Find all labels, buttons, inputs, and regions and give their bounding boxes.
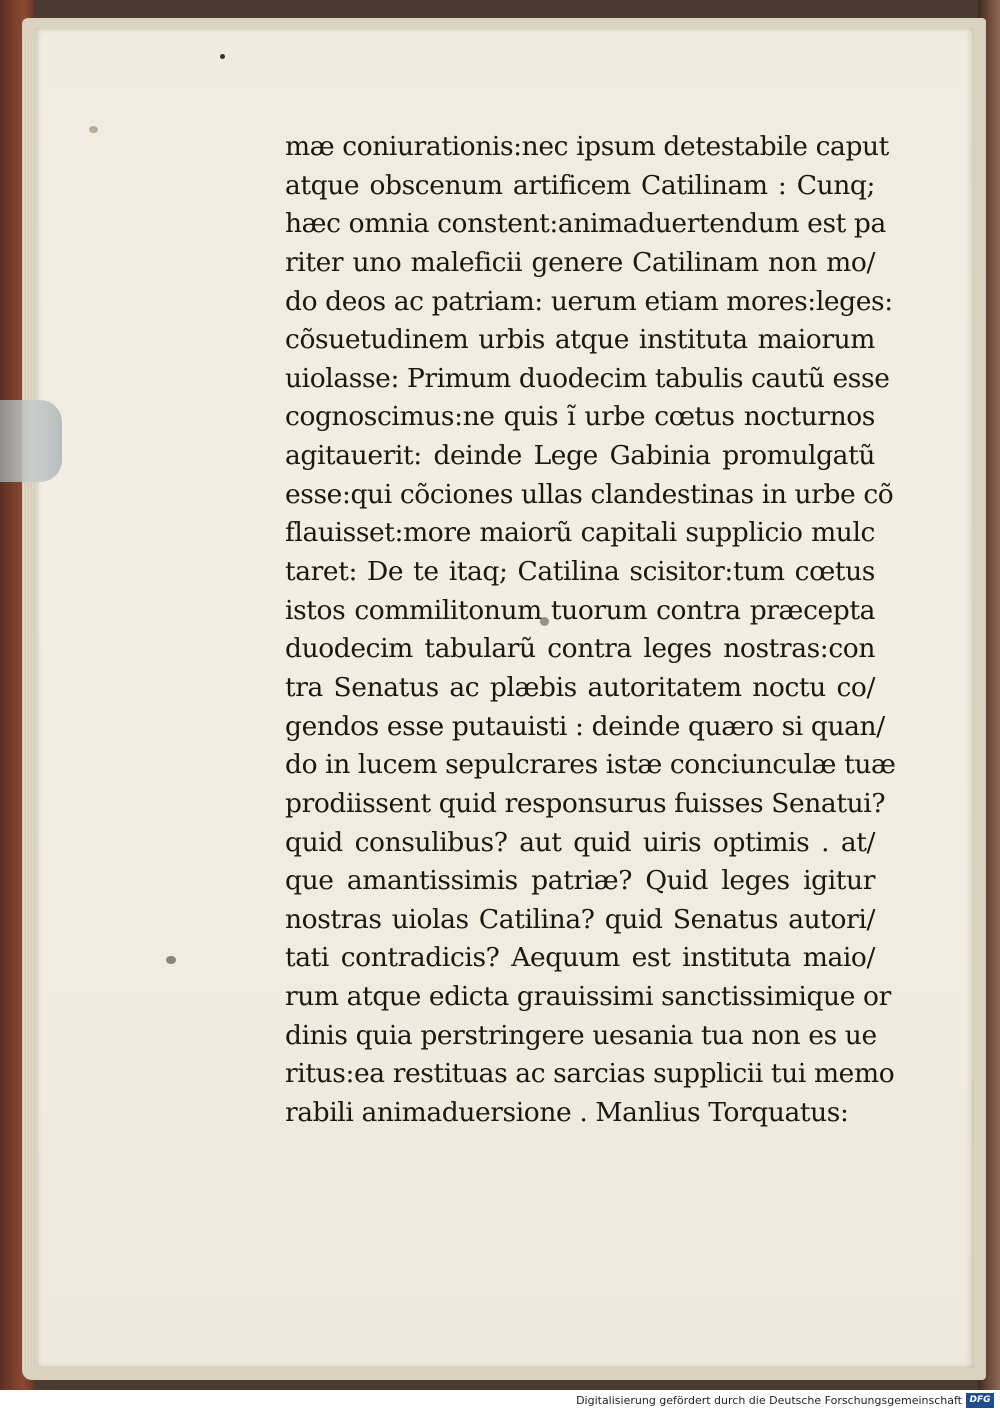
text-line: riter uno maleficii genere Catilinam non mo/ [285, 246, 875, 278]
text-line: tra Senatus ac plæbis autoritatem noctu co/ [285, 671, 875, 703]
text-line: mæ coniurationis:nec ipsum detestabile caput [285, 131, 889, 162]
text-line: istos commilitonum tuorum contra præcepta [285, 594, 875, 626]
text-line: cõsuetudinem urbis atque instituta maiorum [285, 324, 875, 356]
dfg-logo: DFG [966, 1393, 994, 1408]
footer-bar [0, 1390, 1000, 1413]
text-line: atque obscenum artificem Catilinam : Cunq; [285, 169, 875, 201]
page-blemish [89, 126, 98, 133]
text-line: uiolasse: Primum duodecim tabulis cautũ esse [285, 362, 890, 394]
text-line: cognoscimus:ne quis ĩ urbe cœtus nocturnos [285, 401, 875, 433]
text-line: hæc omnia constent:animaduertendum est pa [285, 208, 886, 240]
text-line: do in lucem sepulcrares istæ conciunculæ tuæ [285, 749, 896, 781]
text-line: prodiissent quid responsurus fuisses Senatui? [285, 787, 886, 819]
text-line: duodecim tabularũ contra leges nostras:con [285, 633, 875, 665]
text-line: gendos esse putauisti : deinde quæro si quan/ [285, 710, 885, 742]
text-line: tati contradicis? Aequum est instituta maio/ [285, 942, 875, 974]
footer-credit: Digitalisierung gefördert durch die Deutsche Forschungsgemeinschaft [576, 1394, 962, 1407]
text-line: dinis quia perstringere uesania tua non es ue [285, 1019, 877, 1051]
text-line: rabili animaduersione . Manlius Torquatus: [285, 1097, 849, 1129]
text-line: ritus:ea restituas ac sarcias supplicii tui memo [285, 1058, 895, 1090]
text-line: rum atque edicta grauissimi sanctissimique or [285, 981, 891, 1013]
text-line: que amantissimis patriæ? Quid leges igitur [285, 865, 875, 897]
page-blemish [166, 956, 176, 964]
text-line: taret: De te itaq; Catilina scisitor:tum cœtus [285, 556, 875, 588]
text-line: nostras uiolas Catilina? quid Senatus autori/ [285, 903, 875, 935]
ink-dot [220, 54, 225, 59]
page-text [285, 128, 896, 1133]
text-line: do deos ac patriam: uerum etiam mores:leges: [285, 285, 893, 317]
text-line: agitauerit: deinde Lege Gabinia promulgatũ [285, 440, 875, 472]
text-line: esse:qui cõciones ullas clandestinas in urbe cõ [285, 478, 894, 510]
text-line: quid consulibus? aut quid uiris optimis . at/ [285, 826, 875, 858]
text-line: flauisset:more maiorũ capitali supplicio mulc [285, 517, 875, 549]
page-clip [0, 400, 62, 482]
page-edges [22, 40, 36, 1370]
